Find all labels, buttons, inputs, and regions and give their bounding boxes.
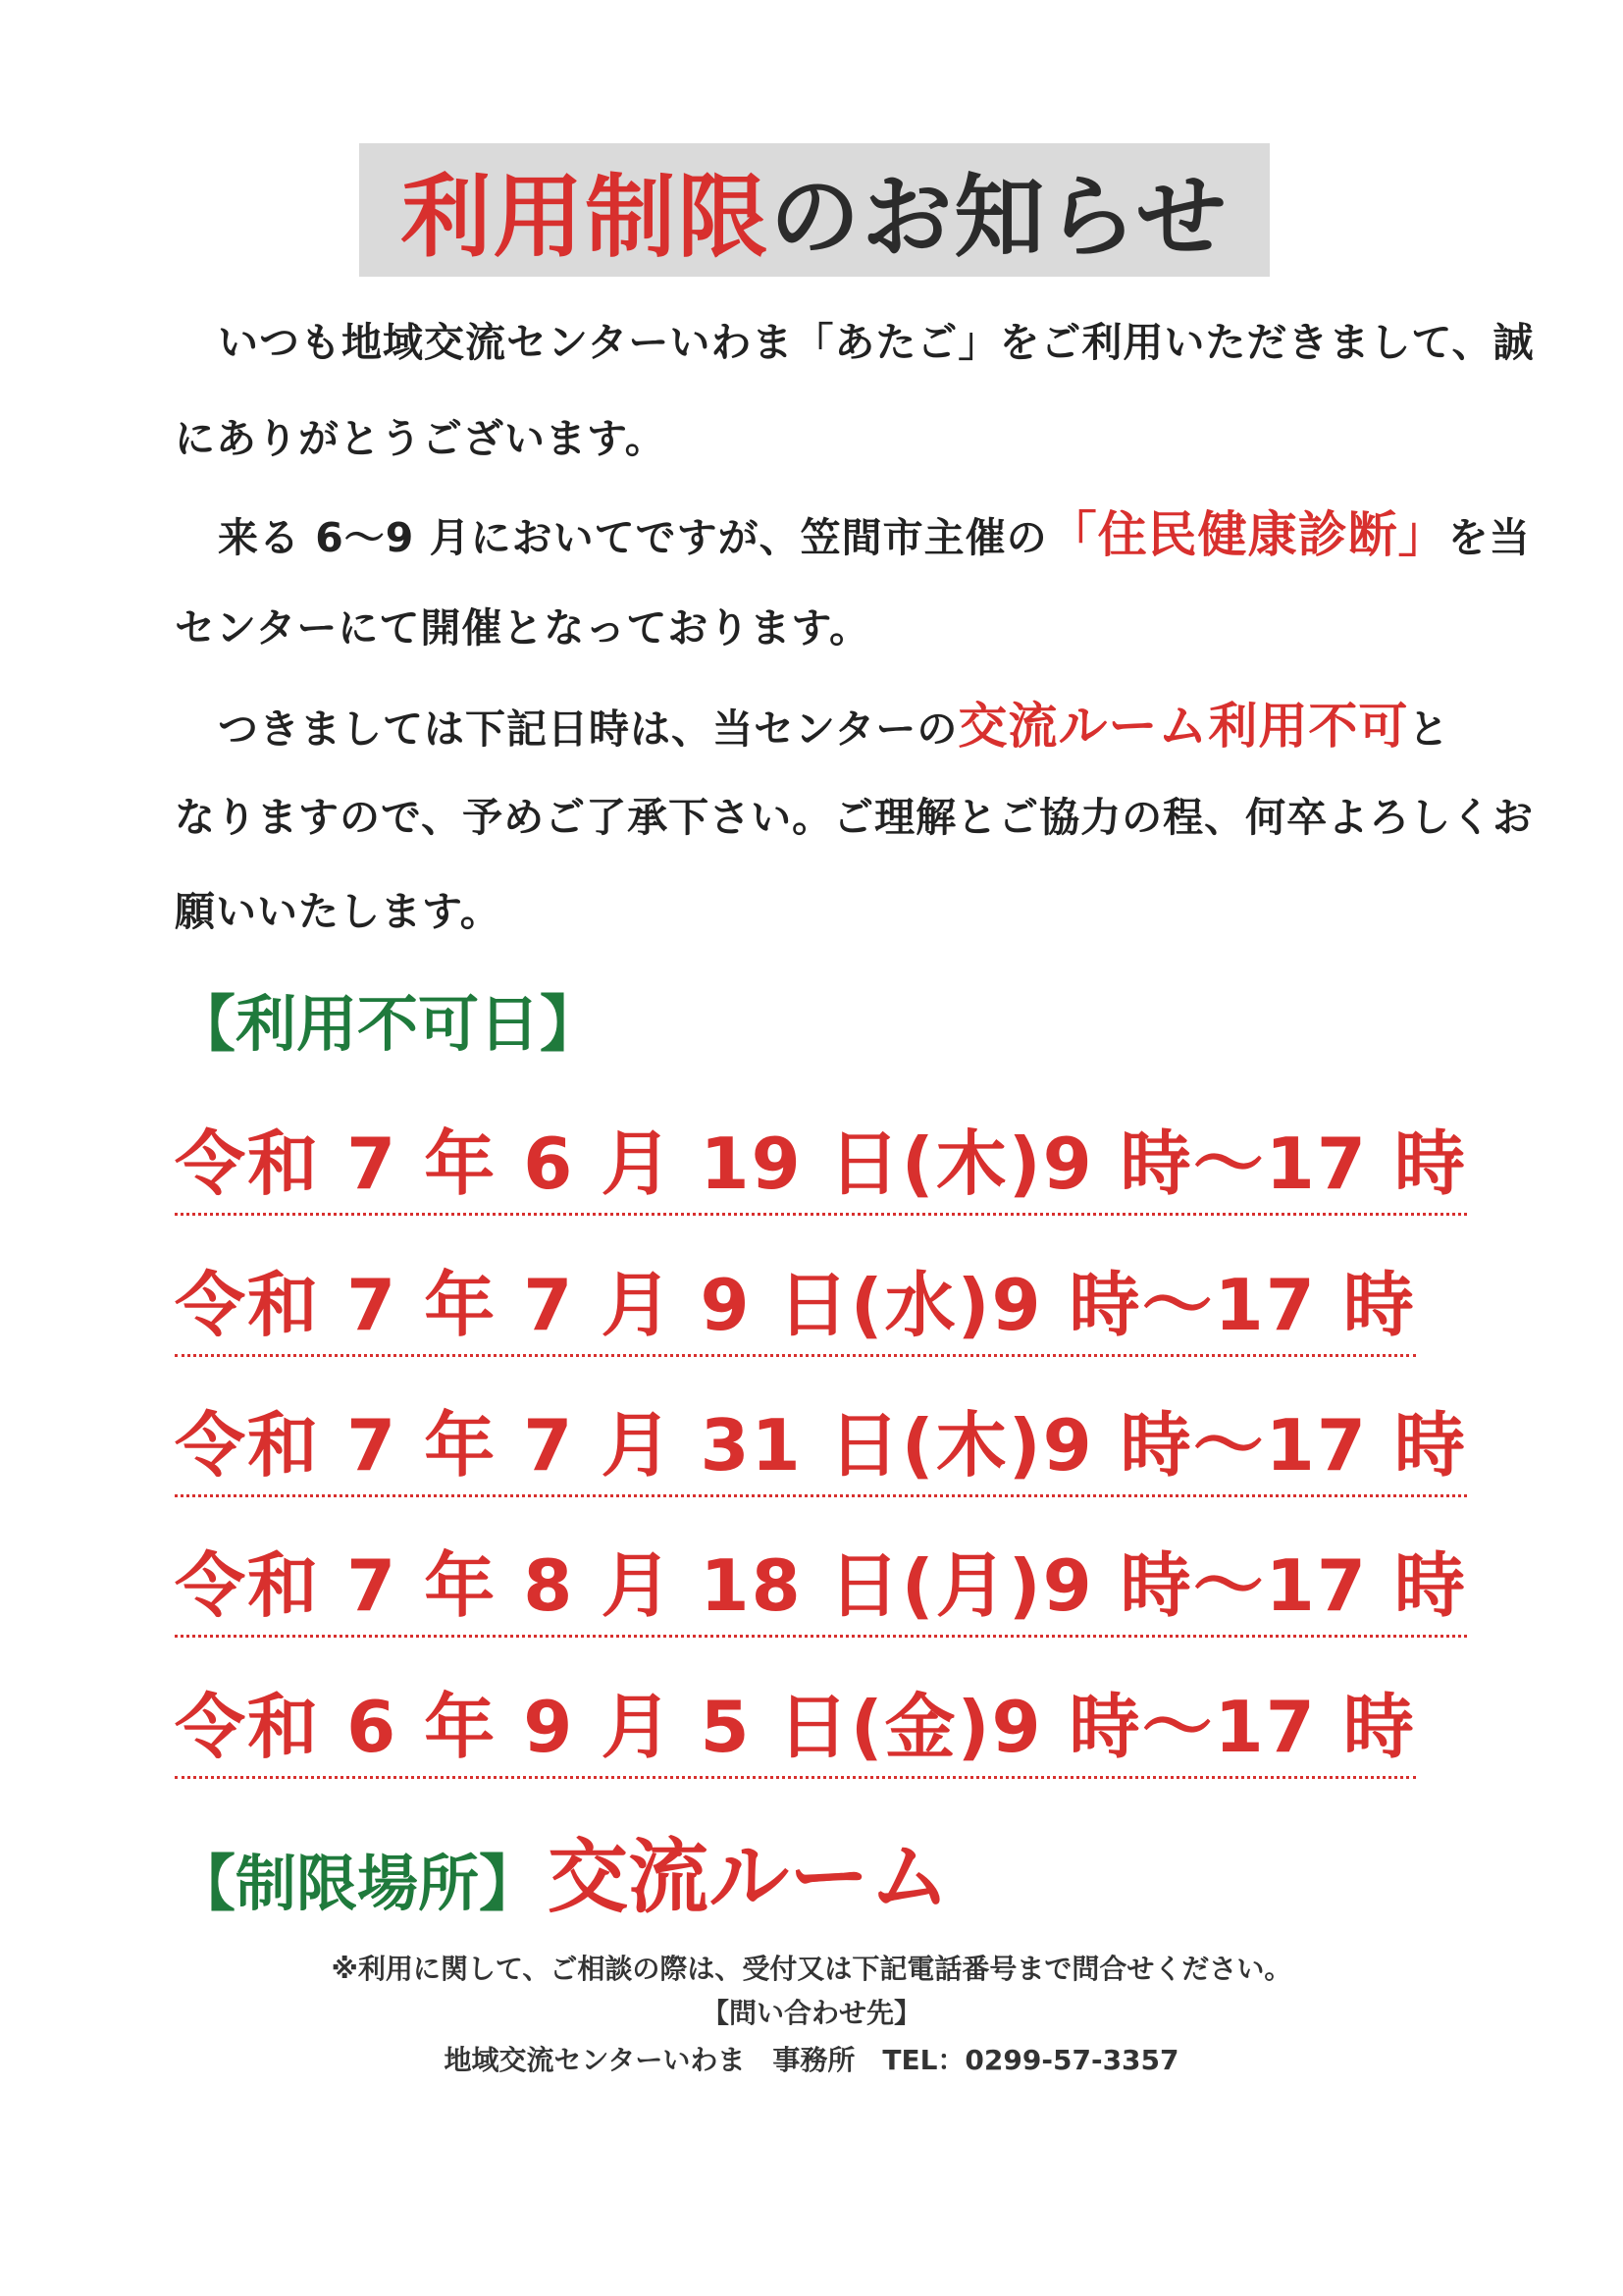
notice-title bbox=[359, 143, 1270, 277]
room-unavailable-highlight: 交流ルーム利用不可 bbox=[958, 698, 1409, 755]
unavailable-date-1: 令和 7 年 6 月 19 日(木)9 時～17 時 bbox=[175, 1107, 1467, 1216]
health-checkup-highlight: 「住民健康診断」 bbox=[1047, 506, 1448, 563]
unavailable-days-heading: 【利用不可日】 bbox=[175, 988, 602, 1060]
intro-paragraph-2-line-2: センターにて開催となっております。 bbox=[175, 604, 871, 652]
restricted-place bbox=[175, 1813, 950, 1928]
paragraph-3-text-after: と bbox=[1408, 705, 1450, 753]
unavailable-date-4: 令和 7 年 8 月 18 日(月)9 時～17 時 bbox=[175, 1529, 1467, 1638]
paragraph-3-text-before: つきましては下記日時は、当センターの bbox=[218, 705, 959, 753]
intro-paragraph-3-line-2: なりますので、予めご了承下さい。ご理解とご協力の程、何卒よろしくお bbox=[175, 794, 1535, 841]
intro-paragraph-1-line-2: にありがとうございます。 bbox=[175, 415, 666, 462]
intro-paragraph-2-line-1 bbox=[218, 496, 1531, 566]
unavailable-date-2: 令和 7 年 7 月 9 日(水)9 時～17 時 bbox=[175, 1248, 1416, 1357]
inquiry-note: ※利用に関して、ご相談の際は、受付又は下記電話番号まで問合せください。 bbox=[331, 1953, 1292, 1985]
restricted-place-label: 【制限場所】 bbox=[175, 1848, 541, 1919]
contact-heading: 【問い合わせ先】 bbox=[701, 1997, 921, 2029]
paragraph-2-text-after: を当 bbox=[1447, 514, 1531, 561]
unavailable-date-5: 令和 6 年 9 月 5 日(金)9 時～17 時 bbox=[175, 1670, 1416, 1779]
intro-paragraph-1-line-1: いつも地域交流センターいわま「あたご」をご利用いただきまして、誠 bbox=[218, 319, 1535, 366]
title-dark-part: のお知らせ bbox=[769, 165, 1229, 270]
restricted-place-value: 交流ルーム bbox=[548, 1831, 951, 1924]
title-red-part: 利用制限 bbox=[400, 165, 770, 270]
contact-info: 地域交流センターいわま 事務所 TEL：0299-57-3357 bbox=[444, 2044, 1179, 2076]
unavailable-date-3: 令和 7 年 7 月 31 日(木)9 時～17 時 bbox=[175, 1388, 1467, 1497]
paragraph-2-text-before: 来る 6～9 月においてですが、笠間市主催の bbox=[218, 514, 1048, 561]
intro-paragraph-3-line-3: 願いいたします。 bbox=[175, 888, 501, 935]
intro-paragraph-3-line-1 bbox=[218, 687, 1449, 757]
